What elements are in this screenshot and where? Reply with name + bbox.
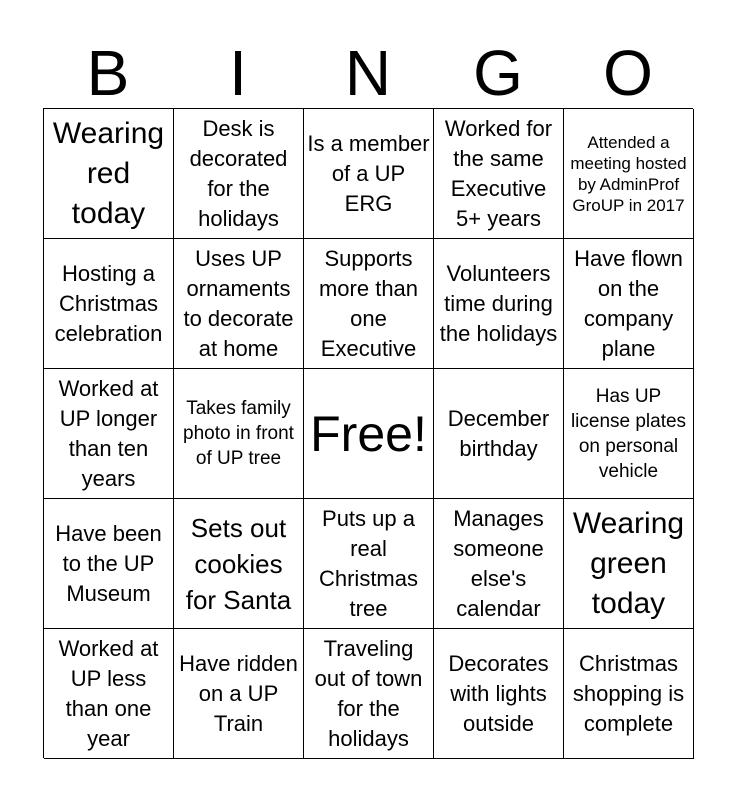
- cell-text: Christmas shopping is complete: [572, 650, 685, 736]
- cell-text: Wearing red today: [52, 116, 165, 230]
- bingo-cell[interactable]: [304, 499, 434, 629]
- bingo-cell[interactable]: [174, 629, 304, 759]
- bingo-cell[interactable]: [564, 629, 694, 759]
- cell-text: Have ridden on a UP Train: [179, 650, 298, 736]
- bingo-cell[interactable]: [434, 499, 564, 629]
- bingo-cell[interactable]: [174, 369, 304, 499]
- bingo-cell[interactable]: [44, 499, 174, 629]
- cell-text: Has UP license plates on personal vehicle: [570, 385, 687, 482]
- bingo-cell[interactable]: [564, 239, 694, 369]
- bingo-cell[interactable]: [434, 109, 564, 239]
- bingo-card-grid: [43, 108, 693, 758]
- cell-text: Have been to the UP Museum: [55, 520, 162, 606]
- bingo-cell[interactable]: [564, 369, 694, 499]
- bingo-cell[interactable]: [44, 629, 174, 759]
- bingo-cell[interactable]: [174, 109, 304, 239]
- cell-text: Is a member of a UP ERG: [307, 130, 430, 216]
- cell-text: Wearing green today: [572, 506, 685, 620]
- header-letter-g: G: [473, 37, 523, 109]
- cell-text: Sets out cookies for Santa: [185, 512, 292, 615]
- cell-text: Supports more than one Executive: [318, 245, 419, 361]
- bingo-cell[interactable]: [304, 629, 434, 759]
- bingo-cell[interactable]: [564, 109, 694, 239]
- cell-text: Decorates with lights outside: [448, 650, 549, 736]
- cell-text: Worked at UP less than one year: [58, 635, 159, 751]
- header-letter-i: I: [229, 37, 247, 109]
- cell-text: Worked for the same Executive 5+ years: [444, 115, 553, 231]
- bingo-cell[interactable]: [304, 109, 434, 239]
- header-letter-b: B: [86, 37, 130, 109]
- header-letter-o: O: [603, 37, 653, 109]
- cell-text: Volunteers time during the holidays: [439, 260, 558, 346]
- cell-text: Takes family photo in front of UP tree: [183, 398, 294, 469]
- bingo-cell[interactable]: [434, 369, 564, 499]
- bingo-cell[interactable]: [434, 629, 564, 759]
- cell-text: December birthday: [447, 405, 550, 461]
- cell-text: Traveling out of town for the holidays: [314, 635, 423, 751]
- bingo-cell[interactable]: [44, 239, 174, 369]
- bingo-cell[interactable]: [304, 239, 434, 369]
- cell-text: Manages someone else's calendar: [453, 505, 544, 621]
- bingo-cell[interactable]: [44, 109, 174, 239]
- bingo-free-cell[interactable]: [304, 369, 434, 499]
- bingo-cell[interactable]: [44, 369, 174, 499]
- cell-text: Uses UP ornaments to decorate at home: [183, 245, 294, 361]
- cell-text: Hosting a Christmas celebration: [54, 260, 163, 346]
- bingo-cell[interactable]: [174, 239, 304, 369]
- cell-text: Desk is decorated for the holidays: [189, 115, 288, 231]
- bingo-cell[interactable]: [174, 499, 304, 629]
- bingo-header: [43, 38, 693, 108]
- cell-text: Worked at UP longer than ten years: [58, 375, 159, 491]
- cell-text: Puts up a real Christmas tree: [318, 505, 418, 621]
- free-space-text: Free!: [310, 405, 427, 462]
- header-letter-n: N: [344, 37, 392, 109]
- cell-text: Attended a meeting hosted by AdminProf GroUP in 2017: [570, 132, 687, 215]
- bingo-cell[interactable]: [434, 239, 564, 369]
- bingo-cell[interactable]: [564, 499, 694, 629]
- cell-text: Have flown on the company plane: [574, 245, 683, 361]
